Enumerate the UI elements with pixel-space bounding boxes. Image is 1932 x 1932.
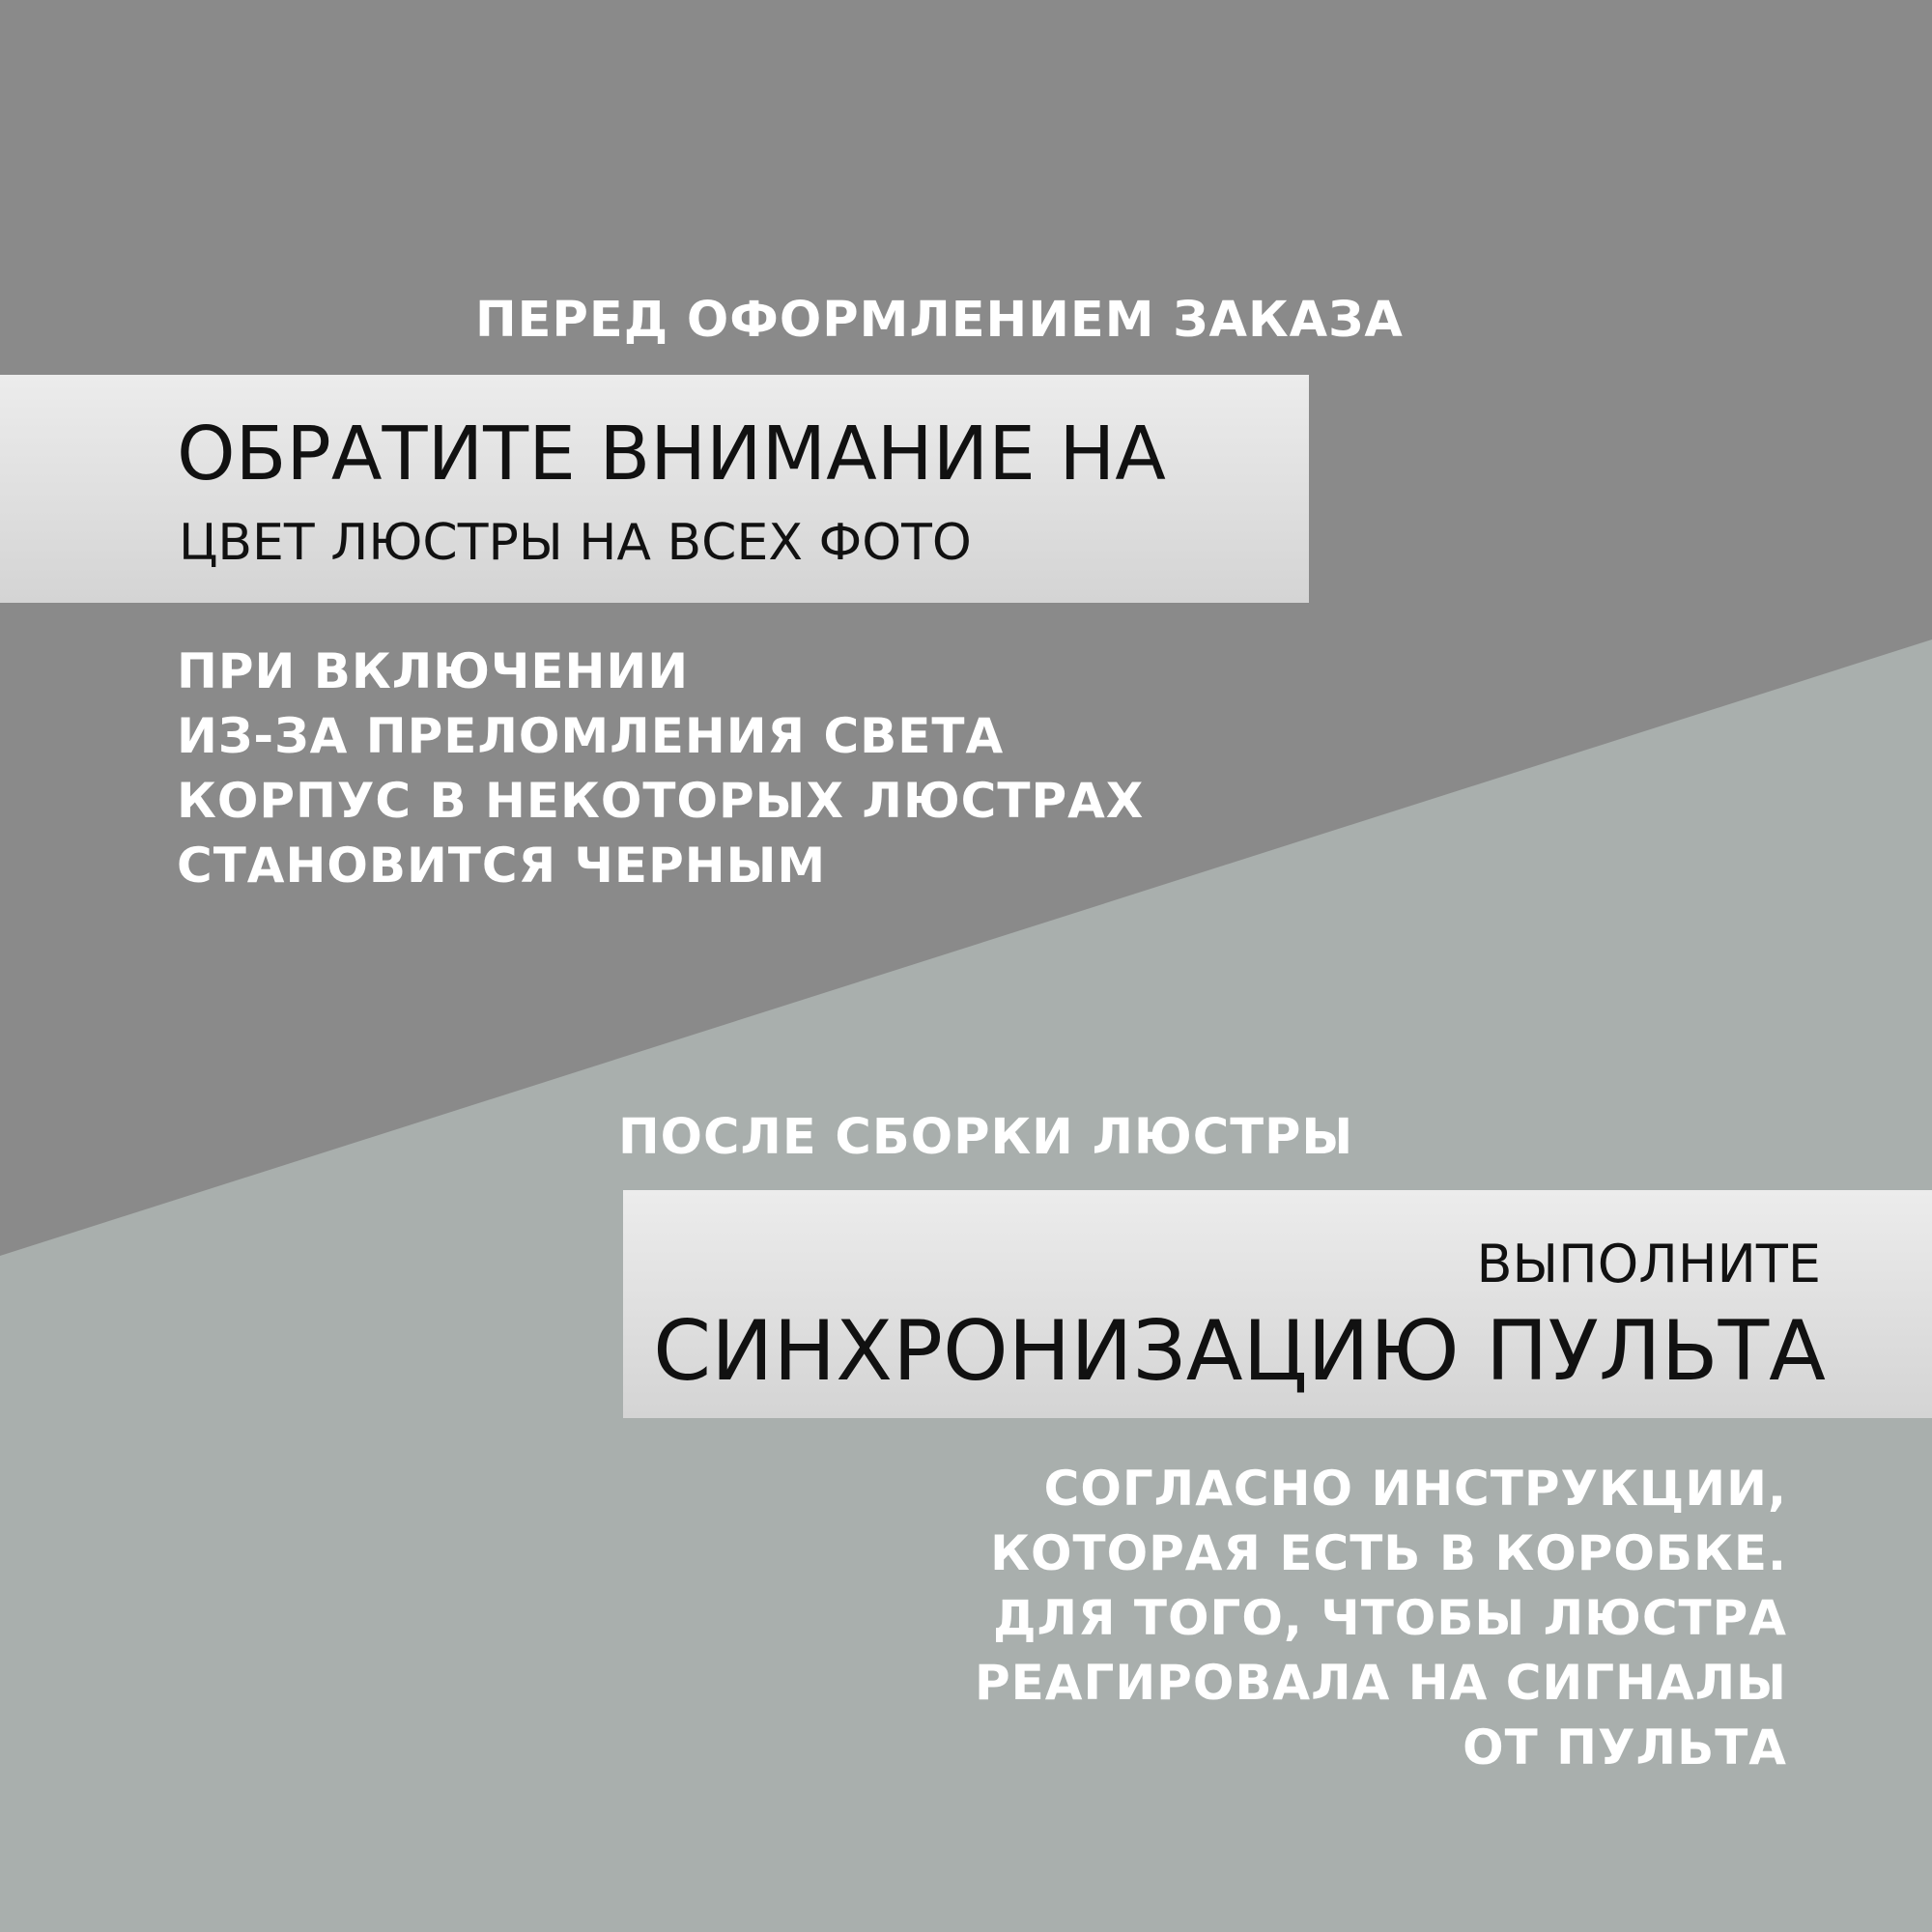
section2-paragraph-line: КОТОРАЯ ЕСТЬ В КОРОБКЕ. [990, 1525, 1787, 1581]
section2-paragraph-line: ОТ ПУЛЬТА [1463, 1719, 1787, 1776]
section2-paragraph-line: СОГЛАСНО ИНСТРУКЦИИ, [1043, 1461, 1787, 1517]
section1-paragraph-line: КОРПУС В НЕКОТОРЫХ ЛЮСТРАХ [177, 773, 1145, 829]
section2-box-line1: ВЫПОЛНИТЕ [1476, 1234, 1821, 1294]
section1-paragraph-line: ПРИ ВКЛЮЧЕНИИ [177, 643, 690, 699]
section2-paragraph [975, 1457, 1787, 1780]
section1-paragraph-line: СТАНОВИТСЯ ЧЕРНЫМ [177, 838, 827, 894]
section1-paragraph-line: ИЗ-ЗА ПРЕЛОМЛЕНИЯ СВЕТА [177, 708, 1005, 764]
section1-box-line1: ОБРАТИТЕ ВНИМАНИЕ НА [177, 412, 1166, 497]
section2-highlight-box [623, 1190, 1932, 1418]
section1-box-line2: ЦВЕТ ЛЮСТРЫ НА ВСЕХ ФОТО [179, 514, 972, 572]
section2-heading: ПОСЛЕ СБОРКИ ЛЮСТРЫ [618, 1109, 1354, 1166]
section1-highlight-box [0, 375, 1309, 603]
section2-paragraph-line: ДЛЯ ТОГО, ЧТОБЫ ЛЮСТРА [992, 1590, 1787, 1646]
section2-box-line2: СИНХРОНИЗАЦИЮ ПУЛЬТА [653, 1303, 1826, 1400]
section1-heading: ПЕРЕД ОФОРМЛЕНИЕМ ЗАКАЗА [475, 292, 1404, 349]
section2-paragraph-line: РЕАГИРОВАЛА НА СИГНАЛЫ [974, 1655, 1787, 1711]
section1-paragraph [177, 639, 1144, 898]
